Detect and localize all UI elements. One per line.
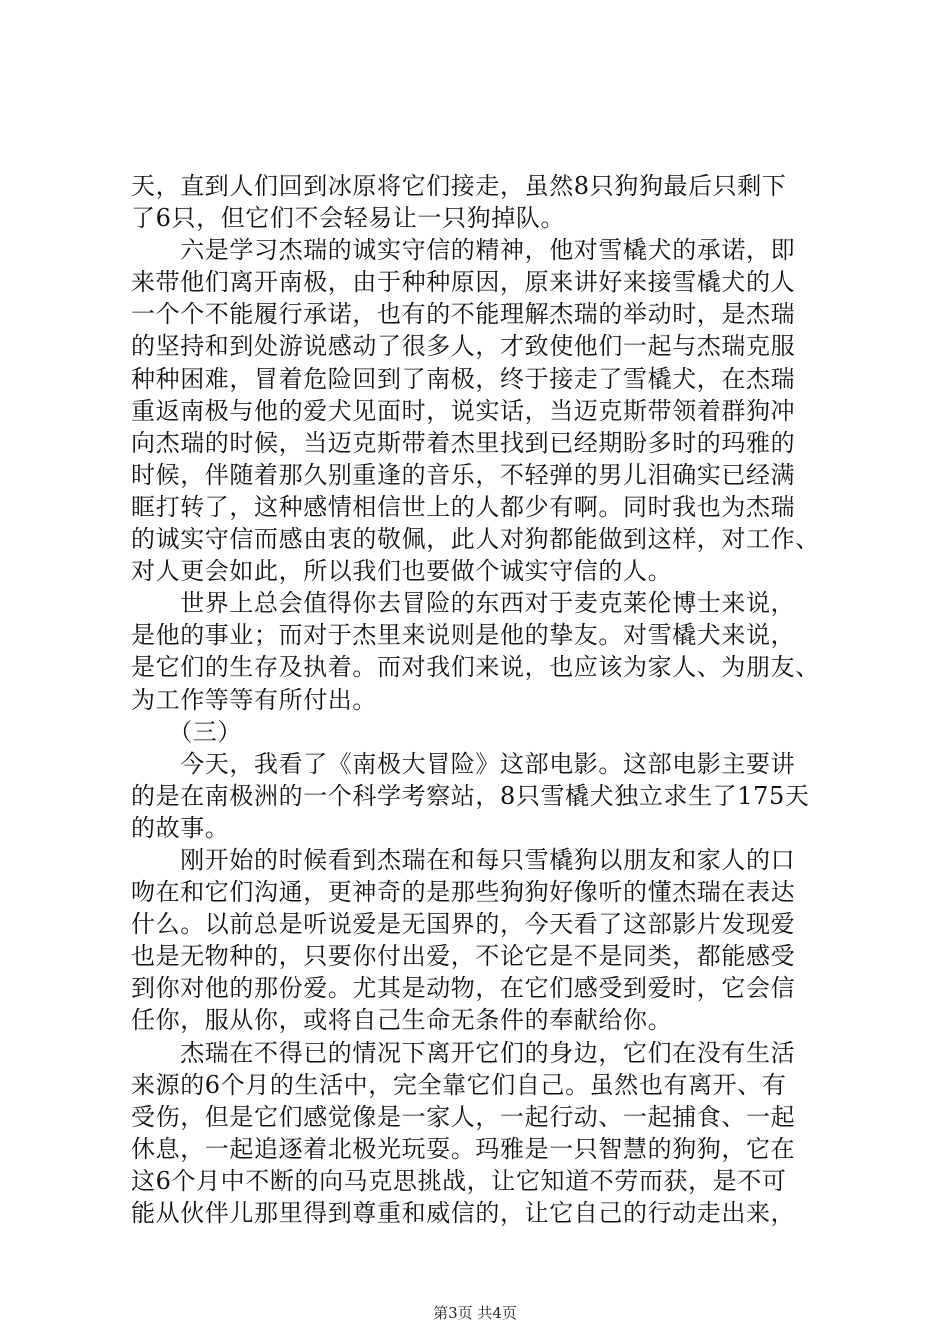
text-line: 一个个不能履行承诺，也有的不能理解杰瑞的举动时，是杰瑞 (131, 300, 796, 329)
text-line: 向杰瑞的时候，当迈克斯带着杰里找到已经期盼多时的玛雅的 (131, 428, 796, 457)
text-line: 能从伙伴儿那里得到尊重和威信的，让它自己的行动走出来， (131, 1199, 796, 1227)
text-line: 了6只，但它们不会轻易让一只狗掉队。 (131, 204, 566, 233)
text-line: 重返南极与他的爱犬见面时，说实话，当迈克斯带领着群狗冲 (131, 396, 796, 425)
text-line: 来带他们离开南极，由于种种原因，原来讲好来接雪橇犬的人 (131, 268, 796, 297)
text-line: 的坚持和到处游说感动了很多人，才致使他们一起与杰瑞克服 (131, 332, 796, 361)
text-line: 受伤，但是它们感觉像是一家人，一起行动、一起捕食、一起 (131, 1102, 796, 1131)
text-line: 吻在和它们沟通，更神奇的是那些狗狗好像听的懂杰瑞在表达 (131, 878, 796, 907)
text-line: 什么。以前总是听说爱是无国界的，今天看了这部影片发现爱 (131, 910, 796, 939)
text-line: 任你，服从你，或将自己生命无条件的奉献给你。 (131, 1006, 673, 1035)
section-heading: （三） (131, 717, 242, 746)
text-line: 为工作等等有所付出。 (131, 685, 377, 714)
text-line: 今天，我看了《南极大冒险》这部电影。这部电影主要讲 (131, 749, 796, 778)
document-body (131, 170, 826, 1229)
text-line: 的故事。 (131, 813, 230, 842)
text-line: 世界上总会值得你去冒险的东西对于麦克莱伦博士来说， (131, 589, 796, 618)
page-number-footer: 第3页 共4页 (433, 1304, 517, 1322)
text-line: 刚开始的时候看到杰瑞在和每只雪橇狗以朋友和家人的口 (131, 845, 796, 874)
text-line: 也是无物种的，只要你付出爱，不论它是不是同类，都能感受 (131, 942, 796, 971)
text-line: 是它们的生存及执着。而对我们来说，也应该为家人、为朋友、 (131, 653, 820, 682)
text-line: 杰瑞在不得已的情况下离开它们的身边，它们在没有生活 (131, 1038, 796, 1067)
text-line: 种种困难，冒着危险回到了南极，终于接走了雪橇犬，在杰瑞 (131, 364, 796, 393)
text-line: 眶打转了，这种感情相信世上的人都少有啊。同时我也为杰瑞 (131, 492, 796, 521)
text-line: 来源的6个月的生活中，完全靠它们自己。虽然也有离开、有 (131, 1070, 787, 1099)
text-line: 时候，伴随着那久别重逢的音乐，不轻弹的男儿泪确实已经满 (131, 460, 796, 489)
text-line: 的是在南极洲的一个科学考察站，8只雪橇犬独立求生了175天 (131, 781, 810, 810)
text-line: 六是学习杰瑞的诚实守信的精神，他对雪橇犬的承诺，即 (131, 236, 796, 265)
text-line: 天，直到人们回到冰原将它们接走，虽然8只狗狗最后只剩下 (131, 172, 787, 200)
text-line: 到你对他的那份爱。尤其是动物，在它们感受到爱时，它会信 (131, 974, 796, 1003)
text-line: 的诚实守信而感由衷的敬佩，此人对狗都能做到这样，对工作、 (131, 525, 820, 554)
text-line: 休息，一起追逐着北极光玩耍。玛雅是一只智慧的狗狗，它在 (131, 1134, 796, 1163)
text-line: 对人更会如此，所以我们也要做个诚实守信的人。 (131, 557, 673, 586)
text-line: 是他的事业；而对于杰里来说则是他的挚友。对雪橇犬来说， (131, 621, 796, 650)
text-line: 这6个月中不断的向马克思挑战，让它知道不劳而获，是不可 (131, 1166, 787, 1195)
